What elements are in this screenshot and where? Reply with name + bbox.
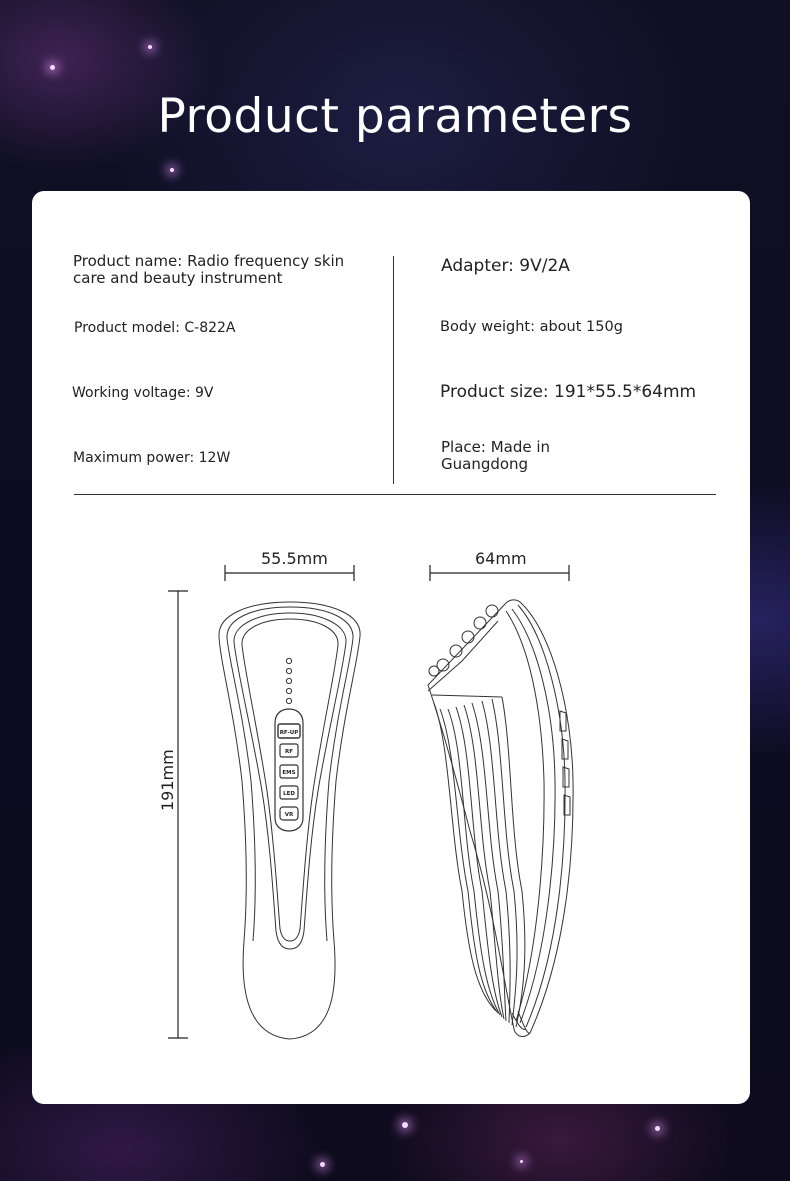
product-size: Product size: 191*55.5*64mm [440,382,697,402]
place-of-origin: Place: Made in Guangdong [441,438,551,473]
device-side-view [428,600,573,1037]
device-front-view [219,602,360,1039]
button-label-rf-up: RF-UP [279,730,299,736]
background-glint [320,1162,325,1167]
product-model: Product model: C-822A [74,320,236,336]
background-glint [402,1122,408,1128]
page-title: Product parameters [157,89,633,145]
adapter: Adapter: 9V/2A [441,256,570,276]
maximum-power: Maximum power: 12W [73,450,231,466]
background-glint [170,168,174,172]
background-glint [655,1126,660,1131]
side-width-label: 64mm [475,549,527,568]
front-width-dimension-line [225,565,354,581]
button-label-ems: EMS [282,770,296,776]
body-weight: Body weight: about 150g [440,319,623,335]
button-label-vr: VR [284,812,294,818]
background-glint [50,65,55,70]
product-name: Product name: Radio frequency skin care and beauty instrument [73,252,345,287]
device-button-labels [280,730,299,818]
working-voltage: Working voltage: 9V [72,385,214,401]
front-width-label: 55.5mm [261,549,328,568]
background-glint [148,45,152,49]
height-label: 191mm [158,749,177,811]
button-label-rf: RF [285,749,293,755]
parameters-card [32,191,750,1104]
device-drawings [32,191,750,1104]
background-glint [520,1160,523,1163]
button-label-led: LED [283,791,295,797]
height-dimension-line [168,591,188,1038]
side-width-dimension-line [430,565,569,581]
